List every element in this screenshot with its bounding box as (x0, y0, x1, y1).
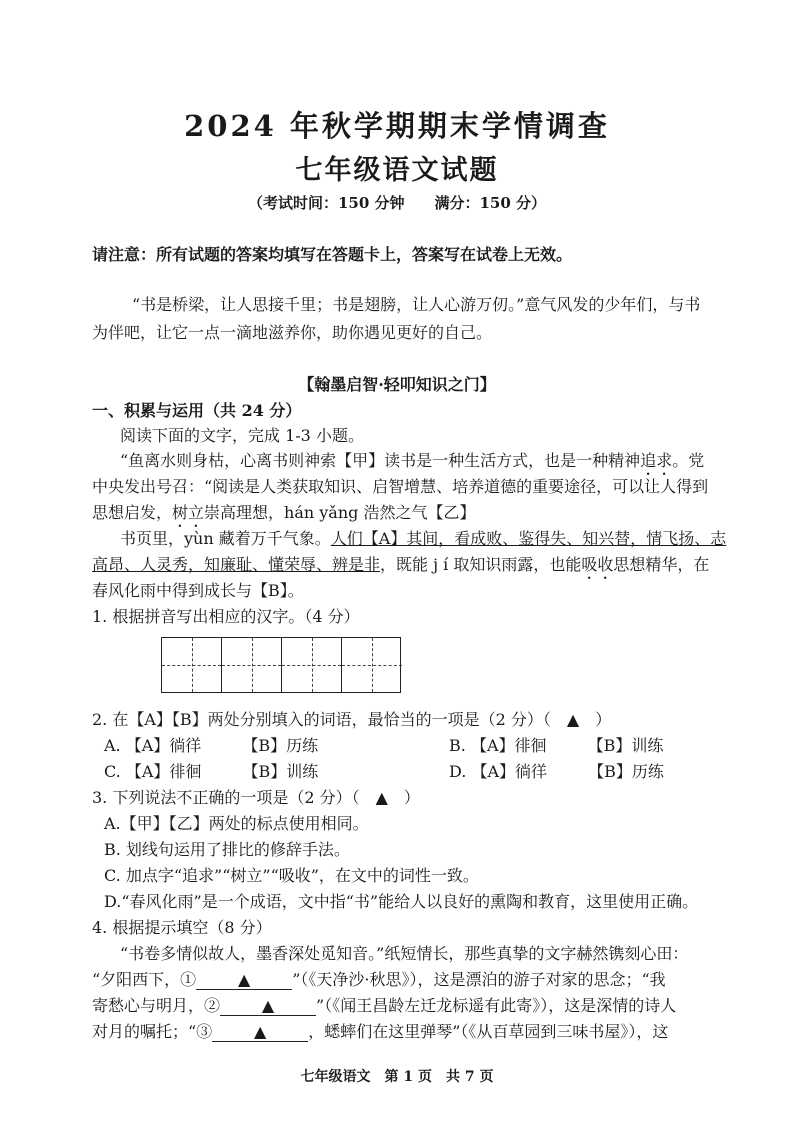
question-3: 3. 下列说法不正确的一项是（2 分）（ ▲ ） (92, 788, 420, 807)
passage-line-2: 中央发出号召：“阅读是人类获取知识、启智增慧、培养道德的重要途径，可以让人得到 (92, 477, 709, 496)
intro-line-1: “书是桥梁，让人思接千里；书是翅膀，让人心游万仞。”意气风发的少年们，与书 (132, 295, 701, 314)
answer-cell (342, 638, 402, 692)
exam-subtitle: 七年级语文试题 (295, 155, 499, 186)
option-label: C. (104, 762, 121, 781)
answer-grid (161, 637, 401, 693)
q3-option-a: A.【甲】【乙】两处的标点使用相同。 (104, 814, 369, 833)
option-a-word: 【A】徘徊 (470, 736, 547, 755)
page-footer: 七年级语文 第 1 页 共 7 页 (300, 1069, 494, 1085)
answer-cell (282, 638, 342, 692)
q4-line-1: “书卷多情似故人，墨香深处觅知音。”纸短情长，那些真挚的文字赫然镌刻心田： (120, 944, 689, 963)
underlined-sentence: 高昂、人灵秀，知廉耻、懂荣辱、辨是非 (92, 555, 381, 574)
dotted-word: 吸收 (581, 555, 614, 574)
q4-text: 对月的嘱托；“③ (92, 1022, 213, 1041)
passage-line-6: 春风化雨中得到成长与【B】。 (92, 581, 304, 600)
passage-text: 。党 (672, 451, 705, 470)
q2-option-c (104, 759, 318, 782)
option-b-word: 【B】训练 (242, 762, 319, 781)
q4-line-4 (92, 1019, 668, 1042)
fill-blank-1[interactable]: ▲ (196, 970, 292, 990)
question-4: 4. 根据提示填空（8 分） (92, 918, 272, 937)
fill-blank-2[interactable]: ▲ (220, 996, 316, 1016)
section-heading: 一、积累与运用（共 24 分） (92, 401, 302, 420)
passage-text: “鱼离水则身枯，心离书则神索【甲】读书是一种生活方式，也是一种精神 (120, 451, 641, 470)
option-label: D. (449, 762, 467, 781)
q4-line-2 (92, 967, 666, 990)
passage-text: 思想启发， (92, 503, 173, 522)
q4-line-3 (92, 993, 676, 1016)
option-b-word: 【B】训练 (587, 736, 664, 755)
intro-line-2: 为伴吧，让它一点一滴地滋养你，助你遇见更好的自己。 (92, 323, 493, 342)
passage-text: 书页里，yùn 藏着万千气象。 (120, 529, 331, 548)
underlined-sentence: 人们【A】其间，看成败、鉴得失、知兴替，情飞扬、志 (330, 529, 727, 548)
q4-text: 寄愁心与明月，② (92, 996, 221, 1015)
option-label: A. (104, 736, 121, 755)
passage-text: ，既能 j í 取知识雨露，也能 (380, 555, 582, 574)
notice: 请注意：所有试题的答案均填写在答题卡上，答案写在试卷上无效。 (92, 245, 573, 264)
q4-text: “夕阳西下，① (92, 970, 197, 989)
option-a-word: 【A】徘徊 (125, 762, 202, 781)
q2-option-d (449, 759, 664, 782)
question-1: 1. 根据拼音写出相应的汉字。（4 分） (92, 607, 360, 626)
option-b-word: 【B】历练 (242, 736, 319, 755)
answer-cell (222, 638, 282, 692)
exam-info: （考试时间：150 分钟 满分：150 分） (247, 194, 547, 212)
q2-option-b (449, 733, 663, 756)
option-label: B. (449, 736, 466, 755)
q2-option-a (104, 733, 318, 756)
q3-option-c: C. 加点字“追求”“树立”“吸收”，在文中的词性一致。 (104, 866, 479, 885)
q4-text: ”（《闻王昌龄左迁龙标遥有此寄》），这是深情的诗人 (316, 996, 677, 1015)
option-a-word: 【A】徜徉 (471, 762, 547, 781)
fill-blank-3[interactable]: ▲ (212, 1022, 308, 1042)
dotted-word: 树立 (172, 503, 205, 522)
option-b-word: 【B】历练 (588, 762, 664, 781)
question-2: 2. 在【A】【B】两处分别填入的词语，最恰当的一项是（2 分）（ ▲ ） (92, 710, 612, 729)
reading-instruction: 阅读下面的文字，完成 1-3 小题。 (120, 426, 364, 445)
option-a-word: 【A】徜徉 (125, 736, 202, 755)
passage-line-4 (120, 526, 726, 549)
answer-cell (162, 638, 222, 692)
q4-text: ”（《天净沙·秋思》），这是漂泊的游子对家的思念；“我 (292, 970, 666, 989)
dotted-word: 追求 (640, 451, 673, 470)
q4-text: ，蟋蟀们在这里弹琴”（《从百草园到三味书屋》），这 (308, 1022, 669, 1041)
q3-option-d: D.“春风化雨”是一个成语，文中指“书”能给人以良好的熏陶和教育，这里使用正确。 (104, 892, 699, 911)
section-banner: 【翰墨启智·轻叩知识之门】 (298, 375, 496, 394)
exam-title: 2024 年秋学期期末学情调查 (184, 109, 610, 143)
q3-option-b: B. 划线句运用了排比的修辞手法。 (104, 840, 350, 859)
passage-text: 崇高理想，hán yǎng 浩然之气【乙】 (204, 503, 476, 522)
passage-text: 思想精华，在 (613, 555, 710, 574)
